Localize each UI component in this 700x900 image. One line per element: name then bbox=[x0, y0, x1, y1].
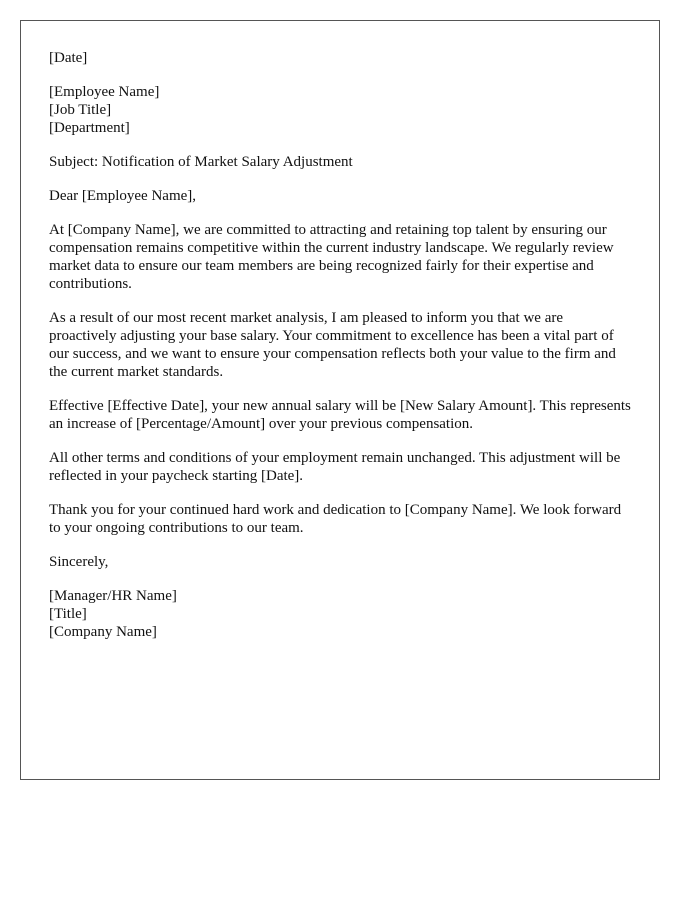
recipient-job-title: [Job Title] bbox=[49, 102, 112, 118]
body-paragraph-4: All other terms and conditions of your employment remain unchanged. This adjustment will be reflected in your paycheck starting [Date]. bbox=[49, 450, 621, 484]
subject-text: Subject: Notification of Market Salary Adjustment bbox=[49, 154, 353, 170]
recipient-department: [Department] bbox=[49, 120, 130, 136]
body-paragraph-1: At [Company Name], we are committed to attracting and retaining top talent by ensuring our compensation remains competitive within the current industry landscape. We regularly review market data to ensure our team members are being recognized fairly for their expertise and contributions. bbox=[49, 222, 614, 292]
salutation-text: Dear [Employee Name], bbox=[49, 188, 197, 204]
body-paragraph-3: Effective [Effective Date], your new annual salary will be [New Salary Amount]. This represents an increase of [Percentage/Amount] over your previous compensation. bbox=[49, 398, 631, 432]
date-text: [Date] bbox=[49, 50, 88, 66]
signer-company: [Company Name] bbox=[49, 624, 157, 640]
body-paragraph-5: Thank you for your continued hard work and dedication to [Company Name]. We look forward to your ongoing contributions to our team. bbox=[49, 502, 622, 536]
closing-text: Sincerely, bbox=[49, 554, 109, 570]
recipient-address-block bbox=[49, 83, 631, 137]
signer-title: [Title] bbox=[49, 606, 87, 622]
body-paragraph-2: As a result of our most recent market analysis, I am pleased to inform you that we are proactively adjusting your base salary. Your commitment to excellence has been a vital part of our success, and we want to ensure your compensation reflects both your value to the firm and the current market standards. bbox=[49, 310, 616, 380]
signer-name: [Manager/HR Name] bbox=[49, 588, 177, 604]
letter-date bbox=[49, 49, 631, 67]
signature-block bbox=[49, 587, 631, 641]
letter-document bbox=[20, 20, 660, 780]
letter-closing bbox=[49, 553, 631, 571]
letter-salutation bbox=[49, 187, 631, 205]
recipient-name: [Employee Name] bbox=[49, 84, 160, 100]
letter-subject bbox=[49, 153, 631, 171]
